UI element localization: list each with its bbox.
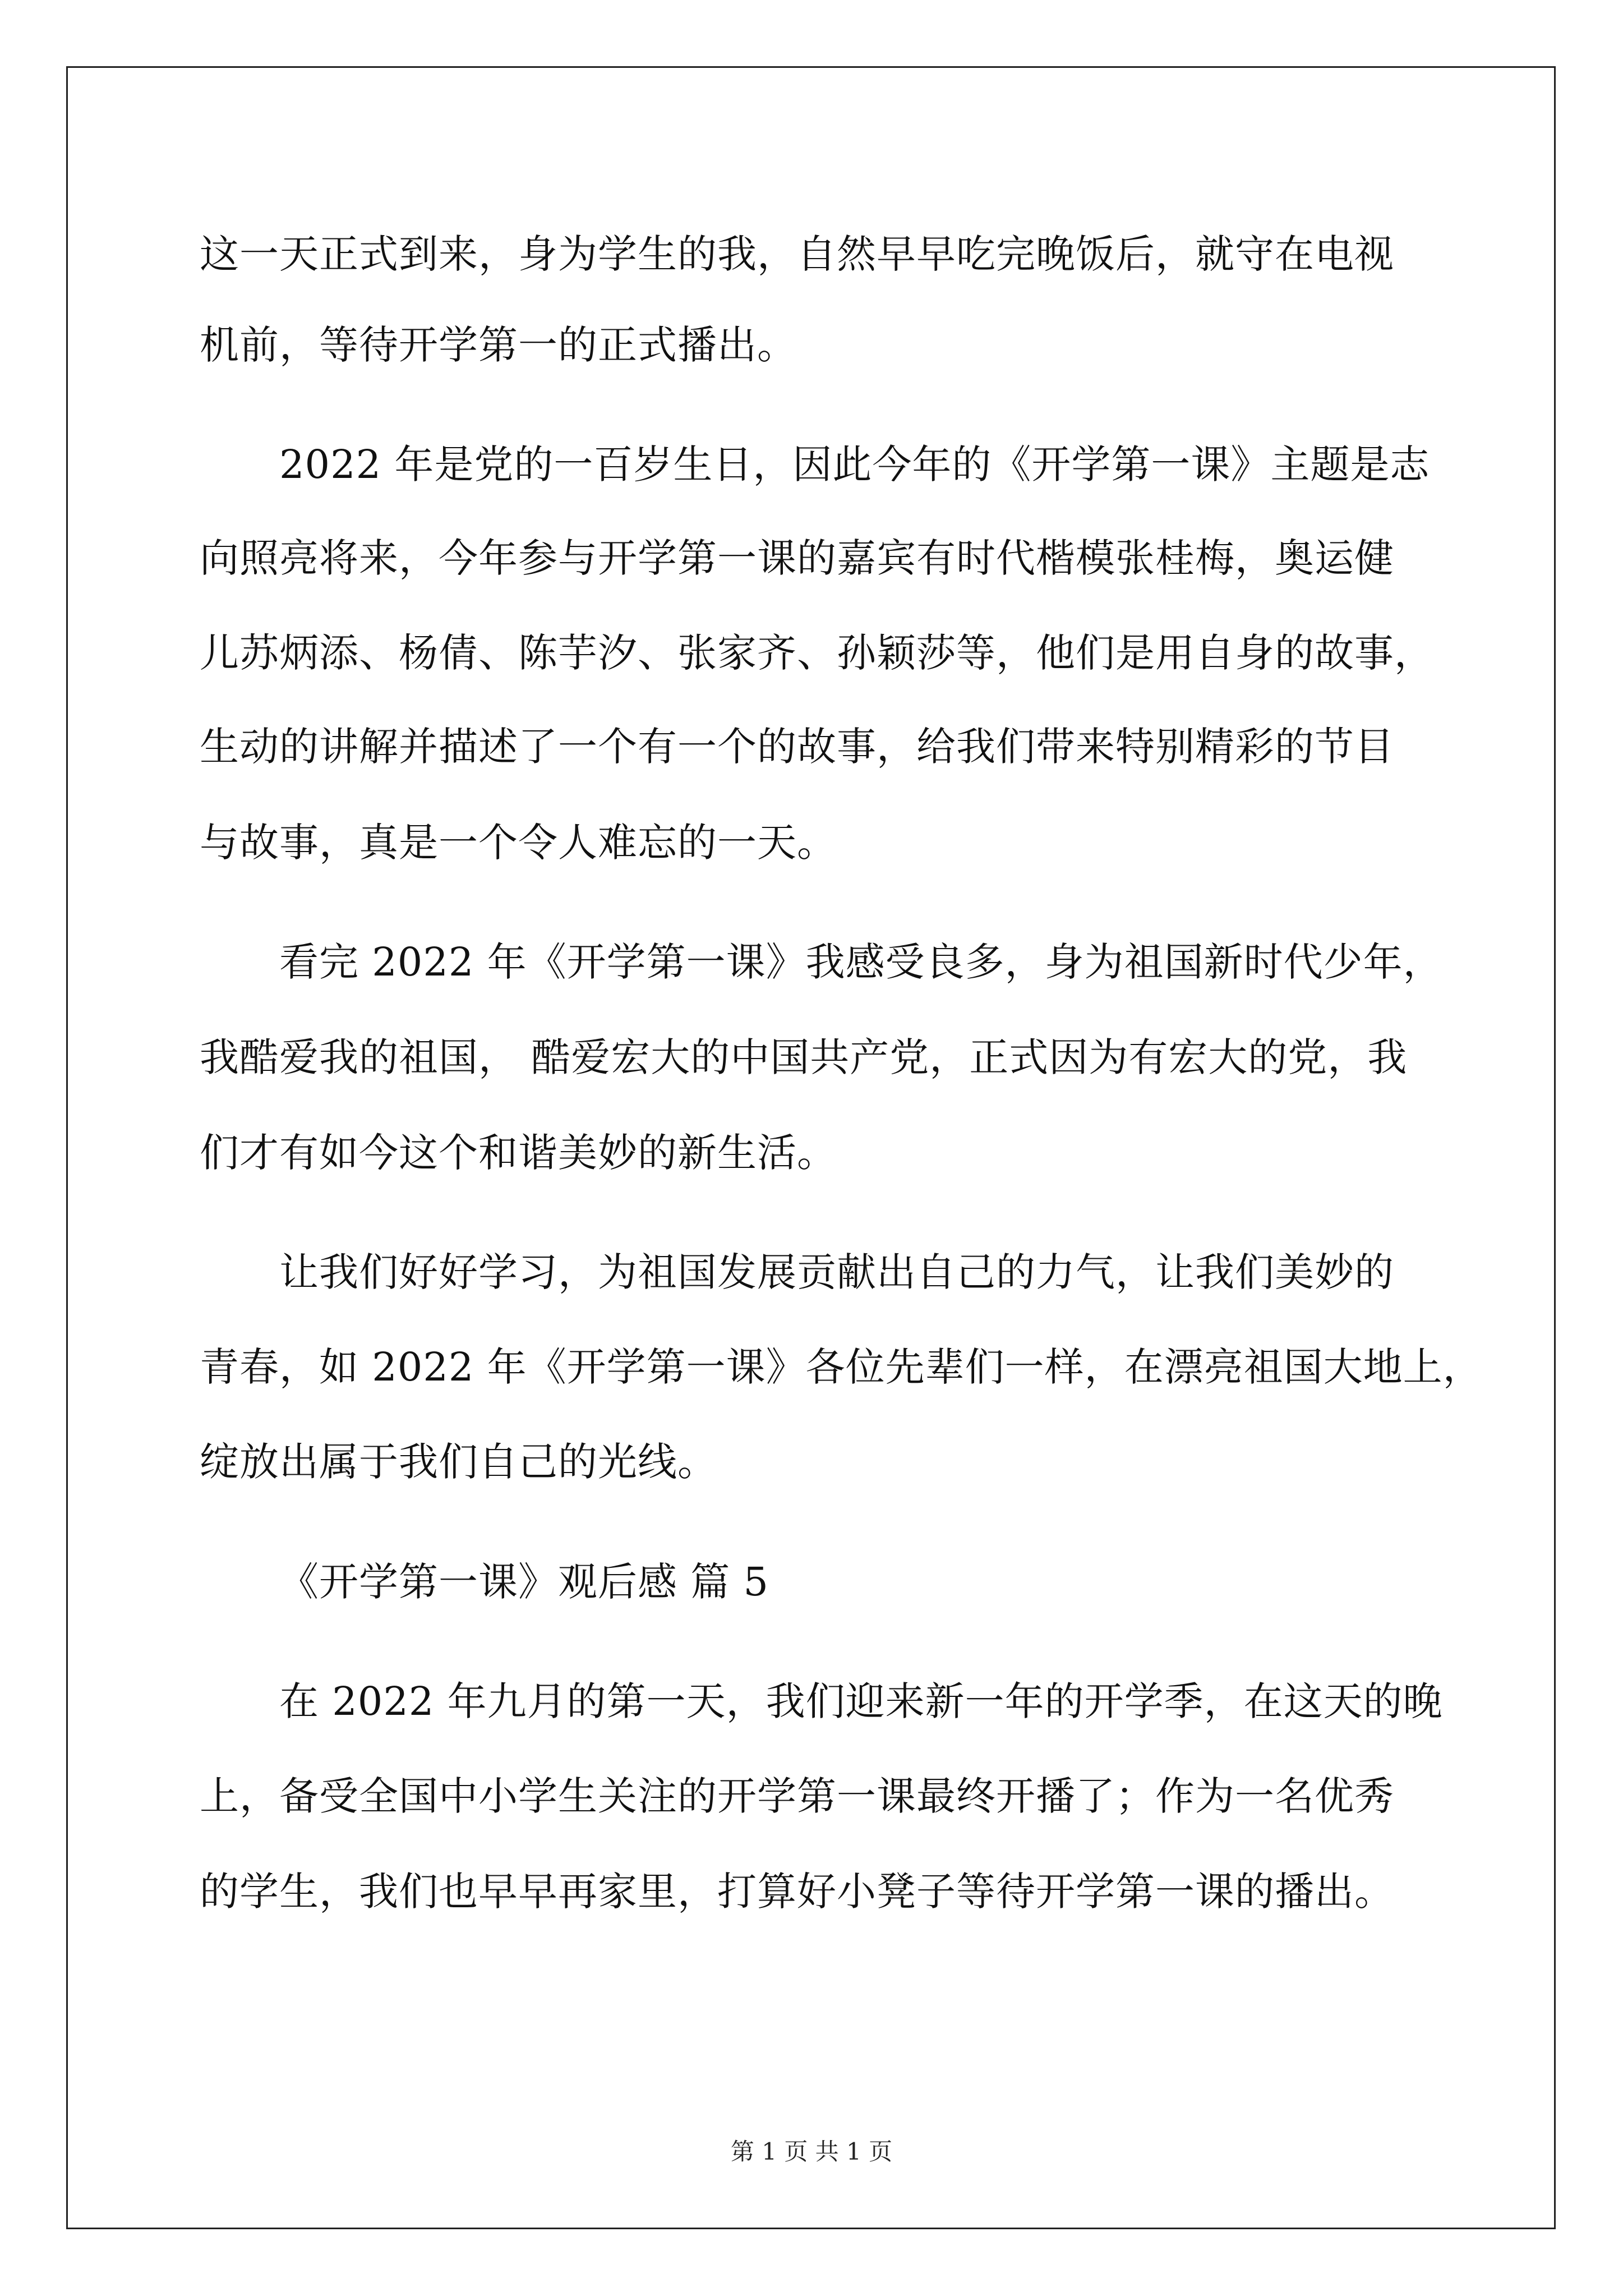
paragraph-line: 们才有如今这个和谐美妙的新生活。 (200, 1130, 837, 1176)
paragraph-line: 的学生，我们也早早再家里，打算好小凳子等待开学第一课的播出。 (200, 1869, 1394, 1915)
paragraph-line: 2022 年是党的一百岁生日，因此今年的《开学第一课》主题是志 (279, 441, 1430, 487)
paragraph-line: 儿苏炳添、杨倩、陈芋汐、张家齐、孙颖莎等，他们是用自身的故事， (200, 630, 1434, 676)
paragraph-line: 我酷爱我的祖国， 酷爱宏大的中国共产党，正式因为有宏大的党，我 (200, 1034, 1408, 1080)
paragraph-line: 与故事，真是一个令人难忘的一天。 (200, 820, 837, 866)
section-heading: 《开学第一课》观后感 篇 5 (279, 1559, 769, 1605)
paragraph-line: 让我们好好学习，为祖国发展贡献出自己的力气，让我们美妙的 (279, 1249, 1394, 1295)
paragraph-line: 机前，等待开学第一的正式播出。 (200, 322, 797, 368)
paragraph-line: 在 2022 年九月的第一天，我们迎来新一年的开学季，在这天的晚 (279, 1678, 1443, 1724)
paragraph-line: 青春，如 2022 年《开学第一课》各位先辈们一样，在漂亮祖国大地上， (200, 1344, 1483, 1390)
paragraph-line: 向照亮将来，今年参与开学第一课的嘉宾有时代楷模张桂梅，奥运健 (200, 535, 1394, 581)
page-footer: 第 1 页 共 1 页 (730, 2138, 893, 2165)
paragraph-line: 这一天正式到来，身为学生的我，自然早早吃完晚饭后，就守在电视 (200, 231, 1394, 277)
paragraph-line: 上，备受全国中小学生关注的开学第一课最终开播了；作为一名优秀 (200, 1773, 1394, 1819)
paragraph-line: 生动的讲解并描述了一个有一个的故事，给我们带来特别精彩的节目 (200, 724, 1394, 770)
paragraph-line: 绽放出属于我们自己的光线。 (200, 1439, 717, 1485)
paragraph-line: 看完 2022 年《开学第一课》我感受良多，身为祖国新时代少年， (279, 939, 1443, 985)
